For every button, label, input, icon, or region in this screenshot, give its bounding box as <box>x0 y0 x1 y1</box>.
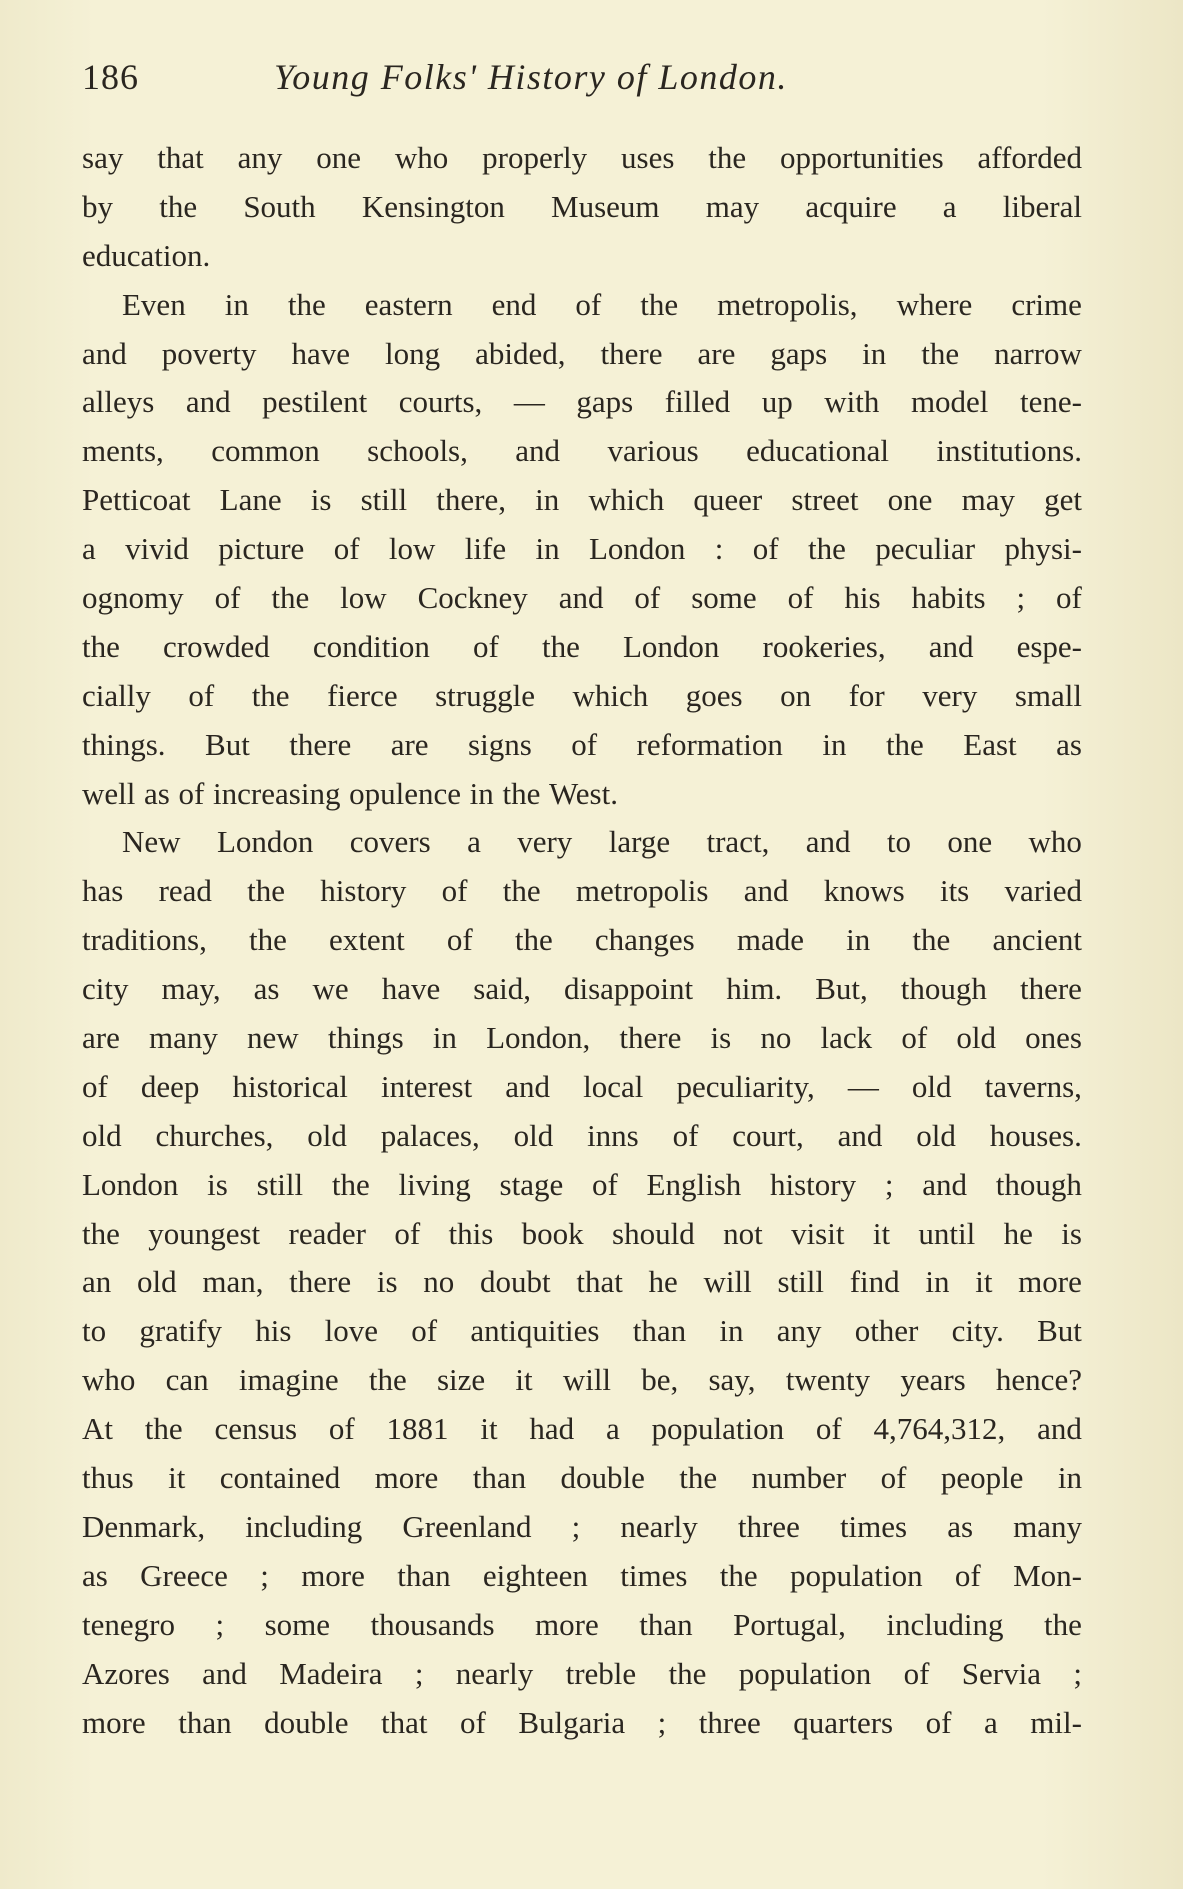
text-line: New London covers a very large tract, and to one who <box>122 824 1082 860</box>
text-line: are many new things in London, there is no lack of old ones <box>82 1020 1082 1056</box>
text-line: who can imagine the size it will be, say, twenty years hence? <box>82 1362 1082 1398</box>
text-line: city may, as we have said, disappoint him. But, though there <box>82 971 1082 1007</box>
text-line: Petticoat Lane is still there, in which queer street one may get <box>82 482 1082 518</box>
text-line: say that any one who properly uses the opportunities afforded <box>82 140 1082 175</box>
running-title: Young Folks' History of London. <box>274 57 788 97</box>
text-line: a vivid picture of low life in London : of the peculiar physi- <box>82 531 1082 567</box>
paragraph <box>82 818 1082 1747</box>
text-line: old churches, old palaces, old inns of court, and old houses. <box>82 1117 1082 1153</box>
text-line: of deep historical interest and local peculiarity, — old taverns, <box>82 1068 1082 1104</box>
text-line: an old man, there is no doubt that he will still find in it more <box>82 1264 1082 1300</box>
text-line: cially of the fierce struggle which goes on for very small <box>82 677 1082 713</box>
text-line: more than double that of Bulgaria ; three quarters of a mil- <box>82 1704 1082 1740</box>
text-line: tenegro ; some thousands more than Portugal, including the <box>82 1606 1082 1642</box>
text-line: has read the history of the metropolis and knows its varied <box>82 873 1082 909</box>
text-line: things. But there are signs of reformation in the East as <box>82 726 1082 762</box>
text-line: Even in the eastern end of the metropolis, where crime <box>122 286 1082 322</box>
text-line: Denmark, including Greenland ; nearly three times as many <box>82 1508 1082 1544</box>
text-line: At the census of 1881 it had a population of 4,764,312, and <box>82 1411 1082 1447</box>
paragraph <box>82 281 1082 819</box>
text-line: ognomy of the low Cockney and of some of his habits ; of <box>82 580 1082 616</box>
text-line: ments, common schools, and various educational institutions. <box>82 433 1082 469</box>
text-line: as Greece ; more than eighteen times the population of Mon- <box>82 1557 1082 1593</box>
text-line: thus it contained more than double the number of people in <box>82 1460 1082 1496</box>
text-line: London is still the living stage of English history ; and though <box>82 1166 1082 1202</box>
text-line: and poverty have long abided, there are gaps in the narrow <box>82 335 1082 371</box>
text-line: alleys and pestilent courts, — gaps filled up with model tene- <box>82 384 1082 420</box>
text-line: the youngest reader of this book should not visit it until he is <box>82 1215 1082 1251</box>
text-line: education. <box>82 237 211 273</box>
paragraph <box>82 134 1082 281</box>
text-line: traditions, the extent of the changes made in the ancient <box>82 922 1082 958</box>
text-line: by the South Kensington Museum may acquire a liberal <box>82 188 1082 224</box>
page-number: 186 <box>82 57 139 97</box>
text-line: to gratify his love of antiquities than in any other city. But <box>82 1313 1082 1349</box>
text-line: well as of increasing opulence in the West. <box>82 775 618 811</box>
text-line: the crowded condition of the London rookeries, and espe- <box>82 628 1082 664</box>
body-text <box>82 134 1082 1747</box>
text-line: Azores and Madeira ; nearly treble the population of Servia ; <box>82 1655 1082 1691</box>
page-header <box>82 52 1082 102</box>
